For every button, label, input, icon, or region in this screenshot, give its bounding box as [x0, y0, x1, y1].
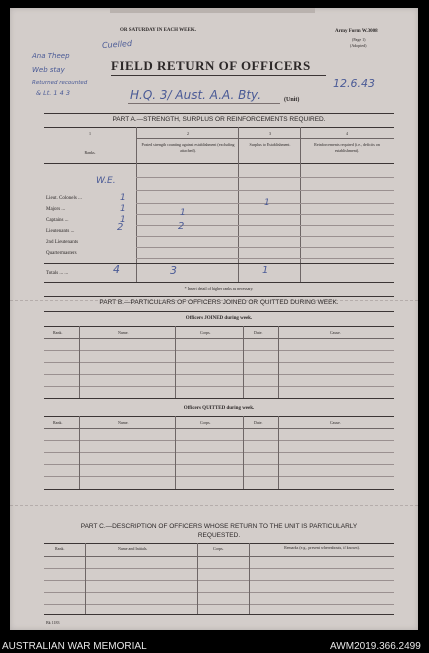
col-head-ranks: Ranks. [84, 150, 96, 155]
handwritten-we: W.E. [96, 176, 116, 186]
rank-label: Lieutenants ... [46, 229, 75, 234]
row-rule [44, 476, 394, 477]
handwritten-scrawl: Cuelled [101, 38, 133, 51]
handwritten-margin-note: Returned recounted [32, 80, 88, 86]
rule [44, 311, 394, 312]
rank-label: Lieut. Colonels ... [46, 196, 82, 201]
row-rule [44, 350, 394, 351]
adopted-note: (Adopted) [350, 43, 367, 48]
handwritten-value: 1 [120, 193, 126, 203]
row-rule [136, 214, 394, 215]
col-head: Name. [118, 420, 129, 425]
total-value: 1 [262, 265, 269, 276]
page-note: (Page 1) [352, 37, 366, 42]
col-head: Date. [254, 330, 263, 335]
col-head: Corps. [200, 420, 211, 425]
rule [44, 163, 394, 164]
row-rule [44, 440, 394, 441]
handwritten-margin-note: & Lt. 1 4 3 [36, 89, 70, 97]
row-rule [44, 464, 394, 465]
rule [44, 338, 394, 339]
handwritten-margin-note: Web stay [32, 66, 65, 74]
rule [44, 263, 394, 264]
quitted-title: Officers QUITTED during week. [183, 406, 255, 411]
col-head: Name and Initials. [118, 546, 148, 551]
row-rule [136, 177, 394, 178]
row-rule [136, 190, 394, 191]
col-divider [278, 326, 279, 398]
col-head: Corps. [200, 330, 211, 335]
row-rule [44, 568, 394, 569]
form-title: FIELD RETURN OF OFFICERS [111, 58, 311, 73]
rule [44, 614, 394, 615]
rule [44, 326, 394, 327]
total-value: 4 [113, 263, 120, 276]
rule [44, 489, 394, 490]
form-code: Bk 1183 [46, 620, 60, 625]
unit-label: (Unit) [284, 97, 300, 103]
col-head: Remarks (e.g., present whereabouts, if known). [284, 545, 360, 550]
col-head: Cause. [330, 330, 341, 335]
row-rule [44, 362, 394, 363]
footer-institution: AUSTRALIAN WAR MEMORIAL [2, 641, 147, 652]
rank-label: Captains ... [46, 218, 69, 223]
col-number: 1 [89, 131, 91, 136]
footnote: * Insert detail of higher ranks as necessary. [184, 286, 254, 291]
col-head: Name. [118, 330, 129, 335]
col-head-reinforcements: Reinforcements required (i.e., deficits on establishment). [314, 142, 380, 153]
col-divider [197, 543, 198, 614]
army-form-number: Army Form W.3008 [335, 29, 378, 34]
row-rule [44, 452, 394, 453]
col-number: 4 [346, 131, 348, 136]
col-number: 3 [269, 131, 271, 136]
part-b-heading: PART B.—PARTICULARS OF OFFICERS JOINED OR QUITTED DURING WEEK. [99, 299, 339, 306]
title-underline [111, 75, 326, 76]
footer-accession-number: AWM2019.366.2499 [330, 641, 421, 652]
rank-label: Quartermasters [46, 251, 77, 256]
col-number: 2 [187, 131, 189, 136]
part-c-heading-line1: PART C.—DESCRIPTION OF OFFICERS WHOSE RETURN TO THE UNIT IS PARTICULARLY [80, 523, 358, 530]
rule [136, 138, 394, 139]
handwritten-value: 2 [178, 221, 185, 232]
col-head: Corps. [213, 546, 224, 551]
col-divider [243, 416, 244, 489]
col-divider [79, 416, 80, 489]
col-head: Date. [254, 420, 263, 425]
col-head: Rank. [55, 546, 65, 551]
rank-label: 2nd Lieutenants [46, 240, 79, 245]
fold-line [10, 505, 418, 506]
handwritten-date: 12.6.43 [333, 77, 375, 90]
rule [44, 282, 394, 283]
handwritten-value: 1 [264, 198, 270, 208]
joined-title: Officers JOINED during week. [185, 316, 253, 321]
row-rule [136, 236, 394, 237]
col-divider [175, 326, 176, 398]
col-divider [175, 416, 176, 489]
handwritten-value: 1 [180, 208, 186, 218]
rule [44, 556, 394, 557]
row-rule [44, 374, 394, 375]
col-divider [249, 543, 250, 614]
rank-label: Majors ... [46, 207, 66, 212]
handwritten-unit: H.Q. 3/ Aust. A.A. Bty. [130, 88, 262, 102]
rule [44, 127, 394, 128]
rule [44, 416, 394, 417]
col-divider [243, 326, 244, 398]
col-divider [85, 543, 86, 614]
col-head-surplus: Surplus to Establishment. [249, 142, 291, 147]
top-instruction: OR SATURDAY IN EACH WEEK. [120, 28, 196, 33]
unit-underline [128, 103, 280, 104]
handwritten-value: 1 [120, 215, 126, 225]
row-rule [44, 580, 394, 581]
totals-label: Totals ... ... [46, 271, 69, 276]
rule [44, 543, 394, 544]
part-c-heading-line2: REQUESTED. [197, 532, 241, 539]
row-rule [136, 258, 394, 259]
rule [44, 113, 394, 114]
handwritten-value: 1 [120, 204, 126, 214]
total-value: 3 [170, 264, 177, 277]
row-rule [44, 604, 394, 605]
rule [44, 428, 394, 429]
col-divider [278, 416, 279, 489]
handwritten-value: 2 [117, 222, 124, 233]
row-rule [136, 225, 394, 226]
torn-top-strip [110, 8, 315, 13]
col-head: Rank. [53, 330, 63, 335]
row-rule [44, 386, 394, 387]
rule [44, 398, 394, 399]
col-head: Cause. [330, 420, 341, 425]
col-divider [79, 326, 80, 398]
row-rule [136, 247, 394, 248]
handwritten-margin-note: Ana Theep [32, 52, 70, 60]
rule [44, 296, 394, 297]
col-head-strength: Posted strength counting against establishment (excluding attached). [141, 142, 235, 153]
col-head: Rank. [53, 420, 63, 425]
part-a-heading: PART A.—STRENGTH, SURPLUS OR REINFORCEMENTS REQUIRED. [112, 116, 326, 123]
row-rule [44, 592, 394, 593]
